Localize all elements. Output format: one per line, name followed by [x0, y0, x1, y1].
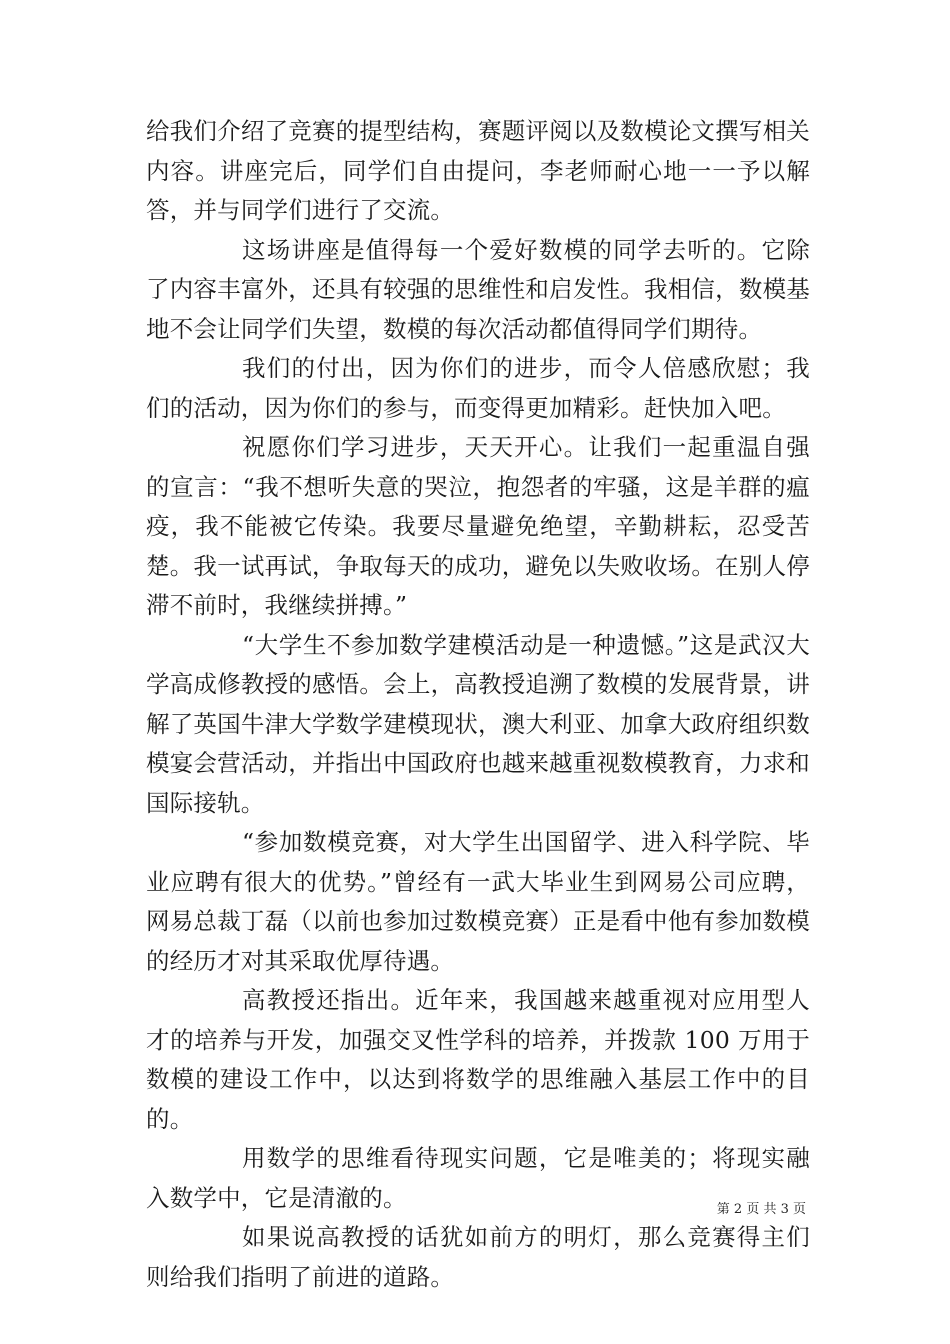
paragraph: 如果说高教授的话犹如前方的明灯，那么竞赛得主们则给我们指明了前进的道路。: [146, 1223, 810, 1291]
paragraph: 高教授还指出。近年来，我国越来越重视对应用型人才的培养与开发，加强交叉性学科的培养，并拨款 100 万用于数模的建设工作中，以达到将数学的思维融入基层工作中的目的。: [146, 986, 810, 1133]
paragraph: 用数学的思维看待现实问题，它是唯美的；将现实融入数学中，它是清澈的。: [146, 1144, 810, 1212]
paragraph: 祝愿你们学习进步，天天开心。让我们一起重温自强的宣言：“我不想听失意的哭泣，抱怨者的牢骚，这是羊群的瘟疫，我不能被它传染。我要尽量避免绝望，辛勤耕耘，忍受苦楚。我一试再试，争取每天的成功，避免以失败收场。在别人停滞不前时，我继续拼搏。”: [146, 433, 810, 619]
page-number-footer: 第 2 页 共 3 页: [716, 1202, 806, 1217]
paragraph: 我们的付出，因为你们的进步，而令人倍感欣慰；我们的活动，因为你们的参与，而变得更加精彩。赶快加入吧。: [146, 354, 810, 422]
paragraph: “大学生不参加数学建模活动是一种遗憾。”这是武汉大学高成修教授的感悟。会上，高教授追溯了数模的发展背景，讲解了英国牛津大学数学建模现状，澳大利亚、加拿大政府组织数模宴会营活动，并指出中国政府也越来越重视数模教育，力求和国际接轨。: [146, 630, 810, 817]
paragraph: “参加数模竞赛，对大学生出国留学、进入科学院、毕业应聘有很大的优势。”曾经有一武大毕业生到网易公司应聘，网易总裁丁磊（以前也参加过数模竞赛）正是看中他有参加数模的经历才对其采取优厚待遇。: [146, 828, 810, 975]
document-body: [146, 112, 810, 1297]
paragraph-continuation: 给我们介绍了竞赛的提型结构，赛题评阅以及数模论文撰写相关内容。讲座完后，同学们自由提问，李老师耐心地一一予以解答，并与同学们进行了交流。: [146, 117, 810, 224]
paragraph: 这场讲座是值得每一个爱好数模的同学去听的。它除了内容丰富外，还具有较强的思维性和启发性。我相信，数模基地不会让同学们失望，数模的每次活动都值得同学们期待。: [146, 235, 810, 343]
